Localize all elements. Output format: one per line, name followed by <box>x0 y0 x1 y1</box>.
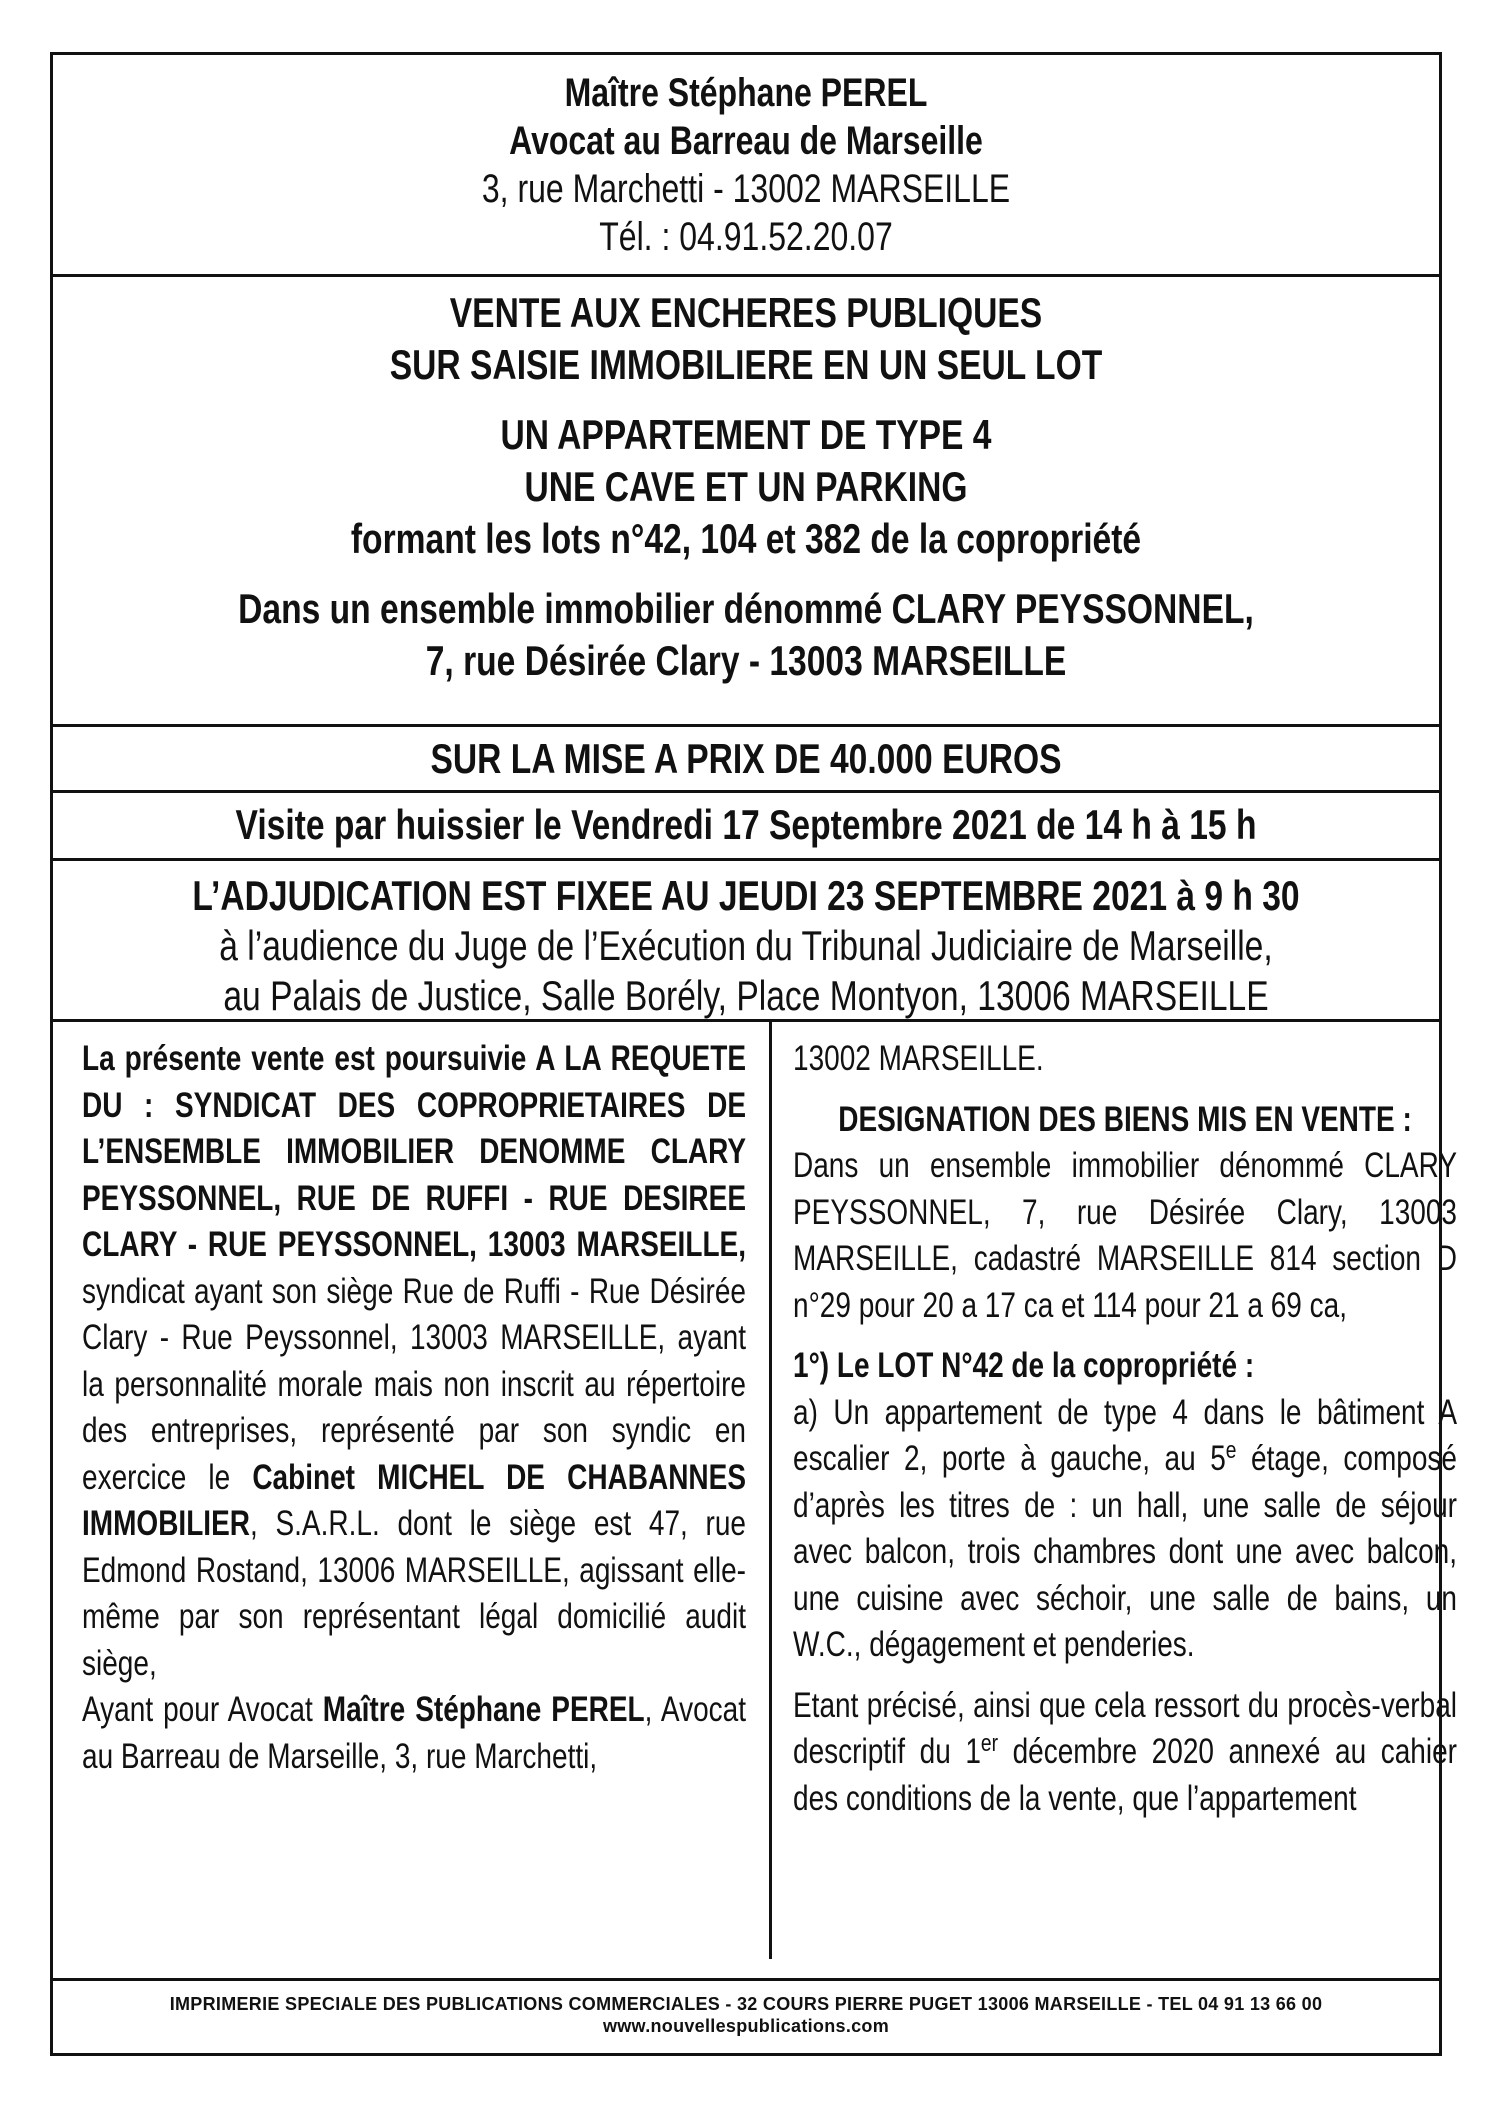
sale-description <box>53 277 1439 727</box>
left-column <box>82 1036 746 1780</box>
lawyer-paragraph <box>82 1687 746 1780</box>
precise-text-a: Etant précisé, ainsi que cela ressort du procès-verbal descriptif du 1 <box>793 1685 1457 1771</box>
syndic-details: , S.A.R.L. dont le siège est 47, rue Edmond Rostand, 13006 MARSEILLE, agissant elle-même par son représentant légal domicilié audit siège, <box>82 1504 747 1683</box>
lot-title: 1°) Le LOT N°42 de la copropriété : <box>793 1346 1255 1385</box>
continued-text: 13002 MARSEILLE. <box>793 1039 1044 1078</box>
lot-description <box>793 1390 1457 1669</box>
sale-line-5: formant les lots n°42, 104 et 382 de la copropriété <box>350 515 1142 562</box>
lot-text-a: a) Un appartement de type 4 dans le bâtiment A escalier 2, porte à gauche, au 5 <box>793 1392 1457 1478</box>
adjudication-date: L’ADJUDICATION EST FIXEE AU JEUDI 23 SEPTEMBRE 2021 à 9 h 30 <box>192 872 1300 919</box>
sale-line-6: Dans un ensemble immobilier dénommé CLARY PEYSSONNEL, <box>238 585 1254 632</box>
legal-notice-frame <box>50 52 1458 2056</box>
body-columns <box>53 1022 1458 1977</box>
lawyer-ref-details: , Avocat au Barreau de Marseille, 3, rue Marchetti, <box>82 1690 746 1776</box>
sale-line-2: SUR SAISIE IMMOBILIERE EN UN SEUL LOT <box>389 341 1103 388</box>
lot-floor-sup: e <box>1225 1437 1237 1464</box>
creditor-details: syndicat ayant son siège Rue de Ruffi - Rue Désirée Clary - Rue Peyssonnel, 13003 MARSEILLE, ayant la personnalité morale mais non inscrit au répertoire des entreprises, représenté par son syndic en exercice le <box>82 1271 746 1497</box>
designation-title: DESIGNATION DES BIENS MIS EN VENTE : <box>838 1099 1412 1139</box>
sale-line-1: VENTE AUX ENCHERES PUBLIQUES <box>449 289 1043 336</box>
adjudication-info <box>53 861 1439 1022</box>
column-divider <box>769 1022 772 1959</box>
adjudication-court: à l’audience du Juge de l’Exécution du Tribunal Judiciaire de Marseille, <box>219 922 1273 969</box>
lawyer-header <box>53 55 1439 277</box>
visit-info <box>53 793 1439 861</box>
lawyer-phone: Tél. : 04.91.52.20.07 <box>599 215 893 259</box>
price-text: SUR LA MISE A PRIX DE 40.000 EUROS <box>430 735 1062 782</box>
designation-text: Dans un ensemble immobilier dénommé CLARY PEYSSONNEL, 7, rue Désirée Clary, 13003 MARSEILLE, cadastré MARSEILLE 814 section D n°29 pour 20 a 17 ca et 114 pour 21 a 69 ca, <box>793 1146 1457 1325</box>
printer-info: IMPRIMERIE SPECIALE DES PUBLICATIONS COMMERCIALES - 32 COURS PIERRE PUGET 13006 MARSEILLE - TEL 04 91 13 66 00 <box>169 1994 1323 2014</box>
printer-website: www.nouvellespublications.com <box>602 2016 890 2036</box>
starting-price <box>53 727 1439 793</box>
lawyer-ref-name: Maître Stéphane PEREL <box>322 1690 645 1729</box>
lot-text-b: étage, composé d’après les titres de : un hall, une salle de séjour avec balcon, trois chambres dont une avec balcon, une cuisine avec séchoir, une salle de bains, un W.C., dégagement et penderies. <box>793 1439 1458 1664</box>
sale-line-3: UN APPARTEMENT DE TYPE 4 <box>500 411 992 458</box>
sale-line-7: 7, rue Désirée Clary - 13003 MARSEILLE <box>425 637 1067 684</box>
precision-paragraph <box>793 1683 1457 1823</box>
lawyer-address: 3, rue Marchetti - 13002 MARSEILLE <box>481 167 1011 211</box>
precise-sup: er <box>980 1730 998 1757</box>
adjudication-place: au Palais de Justice, Salle Borély, Place Montyon, 13006 MARSEILLE <box>223 972 1269 1019</box>
lawyer-title: Avocat au Barreau de Marseille <box>509 119 983 163</box>
syndic-name: Cabinet MICHEL DE CHABANNES IMMOBILIER <box>82 1457 746 1543</box>
creditor-name: La présente vente est poursuivie A LA REQUETE DU : SYNDICAT DES COPROPRIETAIRES DE L’ENSEMBLE IMMOBILIER DENOMME CLARY PEYSSONNEL, RUE DE RUFFI - RUE DESIREE CLARY - RUE PEYSSONNEL, 13003 MARSEILLE, <box>82 1039 746 1264</box>
sale-line-4: UNE CAVE ET UN PARKING <box>524 463 968 510</box>
lawyer-name: Maître Stéphane PEREL <box>564 71 928 115</box>
visit-text: Visite par huissier le Vendredi 17 Septembre 2021 de 14 h à 15 h <box>235 801 1257 848</box>
printer-footer <box>53 1978 1439 2053</box>
right-column <box>793 1036 1457 1822</box>
precise-text-b: décembre 2020 annexé au cahier des conditions de la vente, que l’appartement <box>793 1732 1457 1818</box>
lawyer-intro: Ayant pour Avocat <box>82 1690 323 1729</box>
creditor-paragraph <box>82 1036 746 1687</box>
